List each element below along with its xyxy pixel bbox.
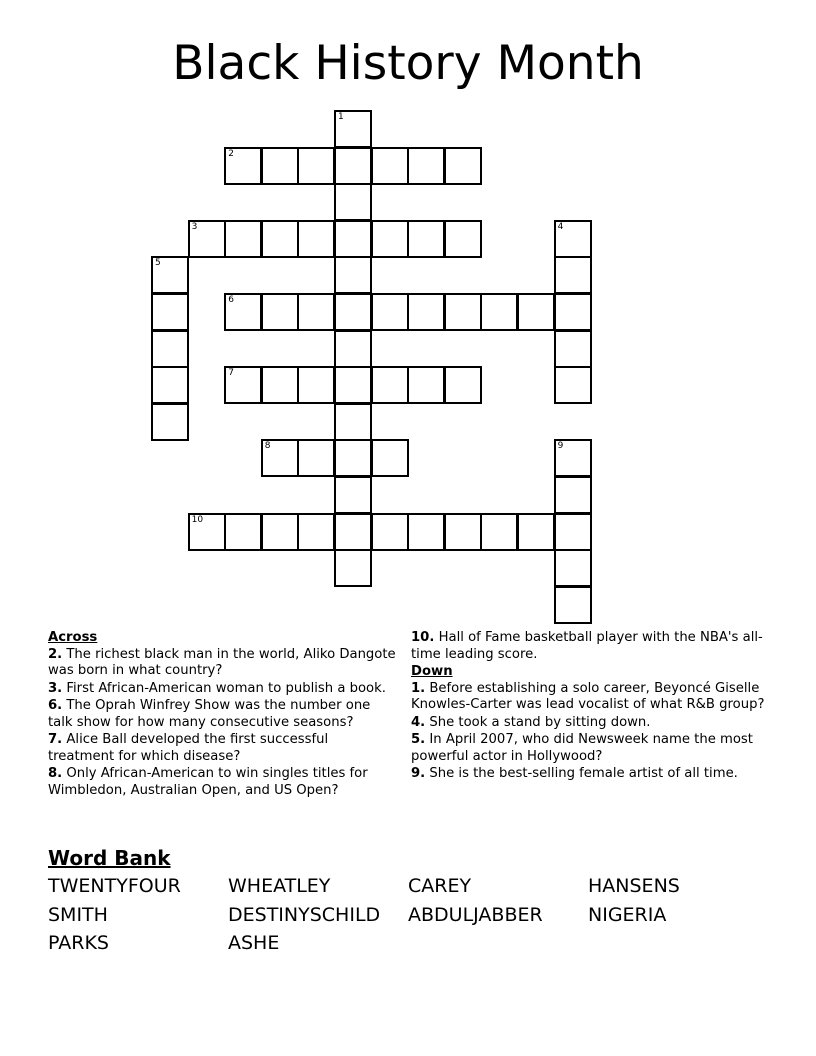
- clue-number: 3: [191, 221, 198, 232]
- grid-cell[interactable]: [554, 366, 592, 404]
- word-bank-item: WHEATLEY: [228, 875, 331, 897]
- clue-across-8: 8. Only African-American to win singles titles for Wimbledon, Australian Open, and US Open?: [48, 766, 368, 798]
- grid-cell[interactable]: [554, 439, 592, 477]
- grid-cell[interactable]: [371, 439, 409, 477]
- grid-cell[interactable]: [334, 293, 372, 331]
- grid-cell[interactable]: [224, 293, 262, 331]
- grid-cell[interactable]: [224, 147, 262, 185]
- word-bank-item: TWENTYFOUR: [48, 875, 181, 897]
- grid-cell[interactable]: [371, 220, 409, 258]
- word-bank-title: Word Bank: [48, 846, 171, 870]
- grid-cell[interactable]: [371, 147, 409, 185]
- grid-cell[interactable]: [371, 293, 409, 331]
- clue-down-5: 5. In April 2007, who did Newsweek name the most powerful actor in Hollywood?: [411, 732, 753, 764]
- clue-across-3: 3. First African-American woman to publish a book.: [48, 680, 386, 696]
- clue-number: 8: [264, 441, 271, 452]
- clue-number: 6: [228, 295, 234, 305]
- grid-cell[interactable]: [261, 439, 299, 477]
- grid-cell[interactable]: [261, 513, 299, 551]
- grid-cell[interactable]: [407, 220, 445, 258]
- clue-number: 2: [228, 148, 234, 159]
- page-title: Black History Month: [172, 36, 644, 91]
- clue-down-4: 4. She took a stand by sitting down.: [411, 714, 651, 730]
- grid-cell[interactable]: [444, 293, 482, 331]
- grid-cell[interactable]: [334, 403, 372, 441]
- grid-cell[interactable]: [261, 293, 299, 331]
- grid-cell[interactable]: [151, 293, 189, 331]
- grid-cell[interactable]: [224, 220, 262, 258]
- grid-cell[interactable]: [334, 513, 372, 551]
- word-bank: [48, 872, 768, 958]
- clue-down-1: 1. Before establishing a solo career, Beyoncé Giselle Knowles-Carter was lead vocalist of what R&B group?: [411, 680, 765, 712]
- grid-cell[interactable]: [444, 366, 482, 404]
- grid-cell[interactable]: [554, 330, 592, 368]
- clue-across-6: 6. The Oprah Winfrey Show was the number one talk show for how many consecutive seasons?: [48, 698, 371, 730]
- grid-cell[interactable]: [224, 366, 262, 404]
- grid-cell[interactable]: [297, 513, 335, 551]
- clue-number: 1: [338, 112, 344, 122]
- grid-cell[interactable]: [297, 366, 335, 404]
- clue-number: 5: [155, 258, 161, 269]
- grid-cell[interactable]: [407, 366, 445, 404]
- grid-cell[interactable]: [334, 476, 372, 514]
- grid-cell[interactable]: [297, 293, 335, 331]
- grid-cell[interactable]: [371, 513, 409, 551]
- grid-cell[interactable]: [151, 330, 189, 368]
- clue-across-2: 2. The richest black man in the world, Aliko Dangote was born in what country?: [48, 646, 396, 678]
- grid-cell[interactable]: [407, 293, 445, 331]
- clue-across-7: 7. Alice Ball developed the first successful treatment for which disease?: [48, 732, 329, 764]
- grid-cell[interactable]: [554, 476, 592, 514]
- across-heading: Across: [48, 630, 98, 645]
- grid-cell[interactable]: [480, 513, 518, 551]
- word-bank-item: SMITH: [48, 903, 108, 926]
- clues-left-column: [48, 630, 398, 800]
- grid-cell[interactable]: [554, 513, 592, 551]
- grid-cell[interactable]: [334, 549, 372, 587]
- grid-cell[interactable]: [151, 256, 189, 294]
- grid-cell[interactable]: [517, 513, 555, 551]
- grid-cell[interactable]: [554, 586, 592, 624]
- grid-cell[interactable]: [151, 403, 189, 441]
- grid-cell[interactable]: [151, 366, 189, 404]
- grid-cell[interactable]: [407, 513, 445, 551]
- grid-cell[interactable]: [334, 110, 372, 148]
- grid-cell[interactable]: [297, 147, 335, 185]
- clues-right-column: [411, 630, 781, 784]
- word-bank-item: ASHE: [228, 932, 280, 954]
- clue-number: 10: [191, 514, 204, 525]
- grid-cell[interactable]: [297, 220, 335, 258]
- grid-cell[interactable]: [188, 513, 226, 551]
- clue-number: 7: [228, 368, 234, 379]
- grid-cell[interactable]: [444, 147, 482, 185]
- grid-cell[interactable]: [371, 366, 409, 404]
- grid-cell[interactable]: [261, 147, 299, 185]
- word-bank-item: PARKS: [48, 932, 109, 954]
- grid-cell[interactable]: [334, 366, 372, 404]
- grid-cell[interactable]: [334, 330, 372, 368]
- grid-cell[interactable]: [334, 256, 372, 294]
- grid-cell[interactable]: [554, 256, 592, 294]
- grid-cell[interactable]: [224, 513, 262, 551]
- grid-cell[interactable]: [261, 366, 299, 404]
- grid-cell[interactable]: [554, 293, 592, 331]
- grid-cell[interactable]: [334, 220, 372, 258]
- clue-across-10: 10. Hall of Fame basketball player with the NBA's all-time leading score.: [411, 630, 763, 662]
- grid-cell[interactable]: [554, 220, 592, 258]
- word-bank-item: ABDULJABBER: [408, 903, 543, 926]
- grid-cell[interactable]: [407, 147, 445, 185]
- grid-cell[interactable]: [517, 293, 555, 331]
- grid-cell[interactable]: [261, 220, 299, 258]
- clue-number: 9: [557, 441, 564, 452]
- grid-cell[interactable]: [480, 293, 518, 331]
- grid-cell[interactable]: [188, 220, 226, 258]
- grid-cell[interactable]: [444, 513, 482, 551]
- grid-cell[interactable]: [297, 439, 335, 477]
- grid-cell[interactable]: [334, 183, 372, 221]
- grid-cell[interactable]: [334, 147, 372, 185]
- grid-cell[interactable]: [334, 439, 372, 477]
- word-bank-item: HANSENS: [588, 875, 680, 897]
- grid-cell[interactable]: [444, 220, 482, 258]
- clue-down-9: 9. She is the best-selling female artist of all time.: [411, 766, 738, 781]
- word-bank-item: NIGERIA: [588, 903, 667, 926]
- grid-cell[interactable]: [554, 549, 592, 587]
- down-heading: Down: [411, 664, 453, 679]
- clue-number: 4: [557, 221, 564, 232]
- word-bank-item: CAREY: [408, 875, 472, 897]
- word-bank-item: DESTINYSCHILD: [228, 903, 381, 926]
